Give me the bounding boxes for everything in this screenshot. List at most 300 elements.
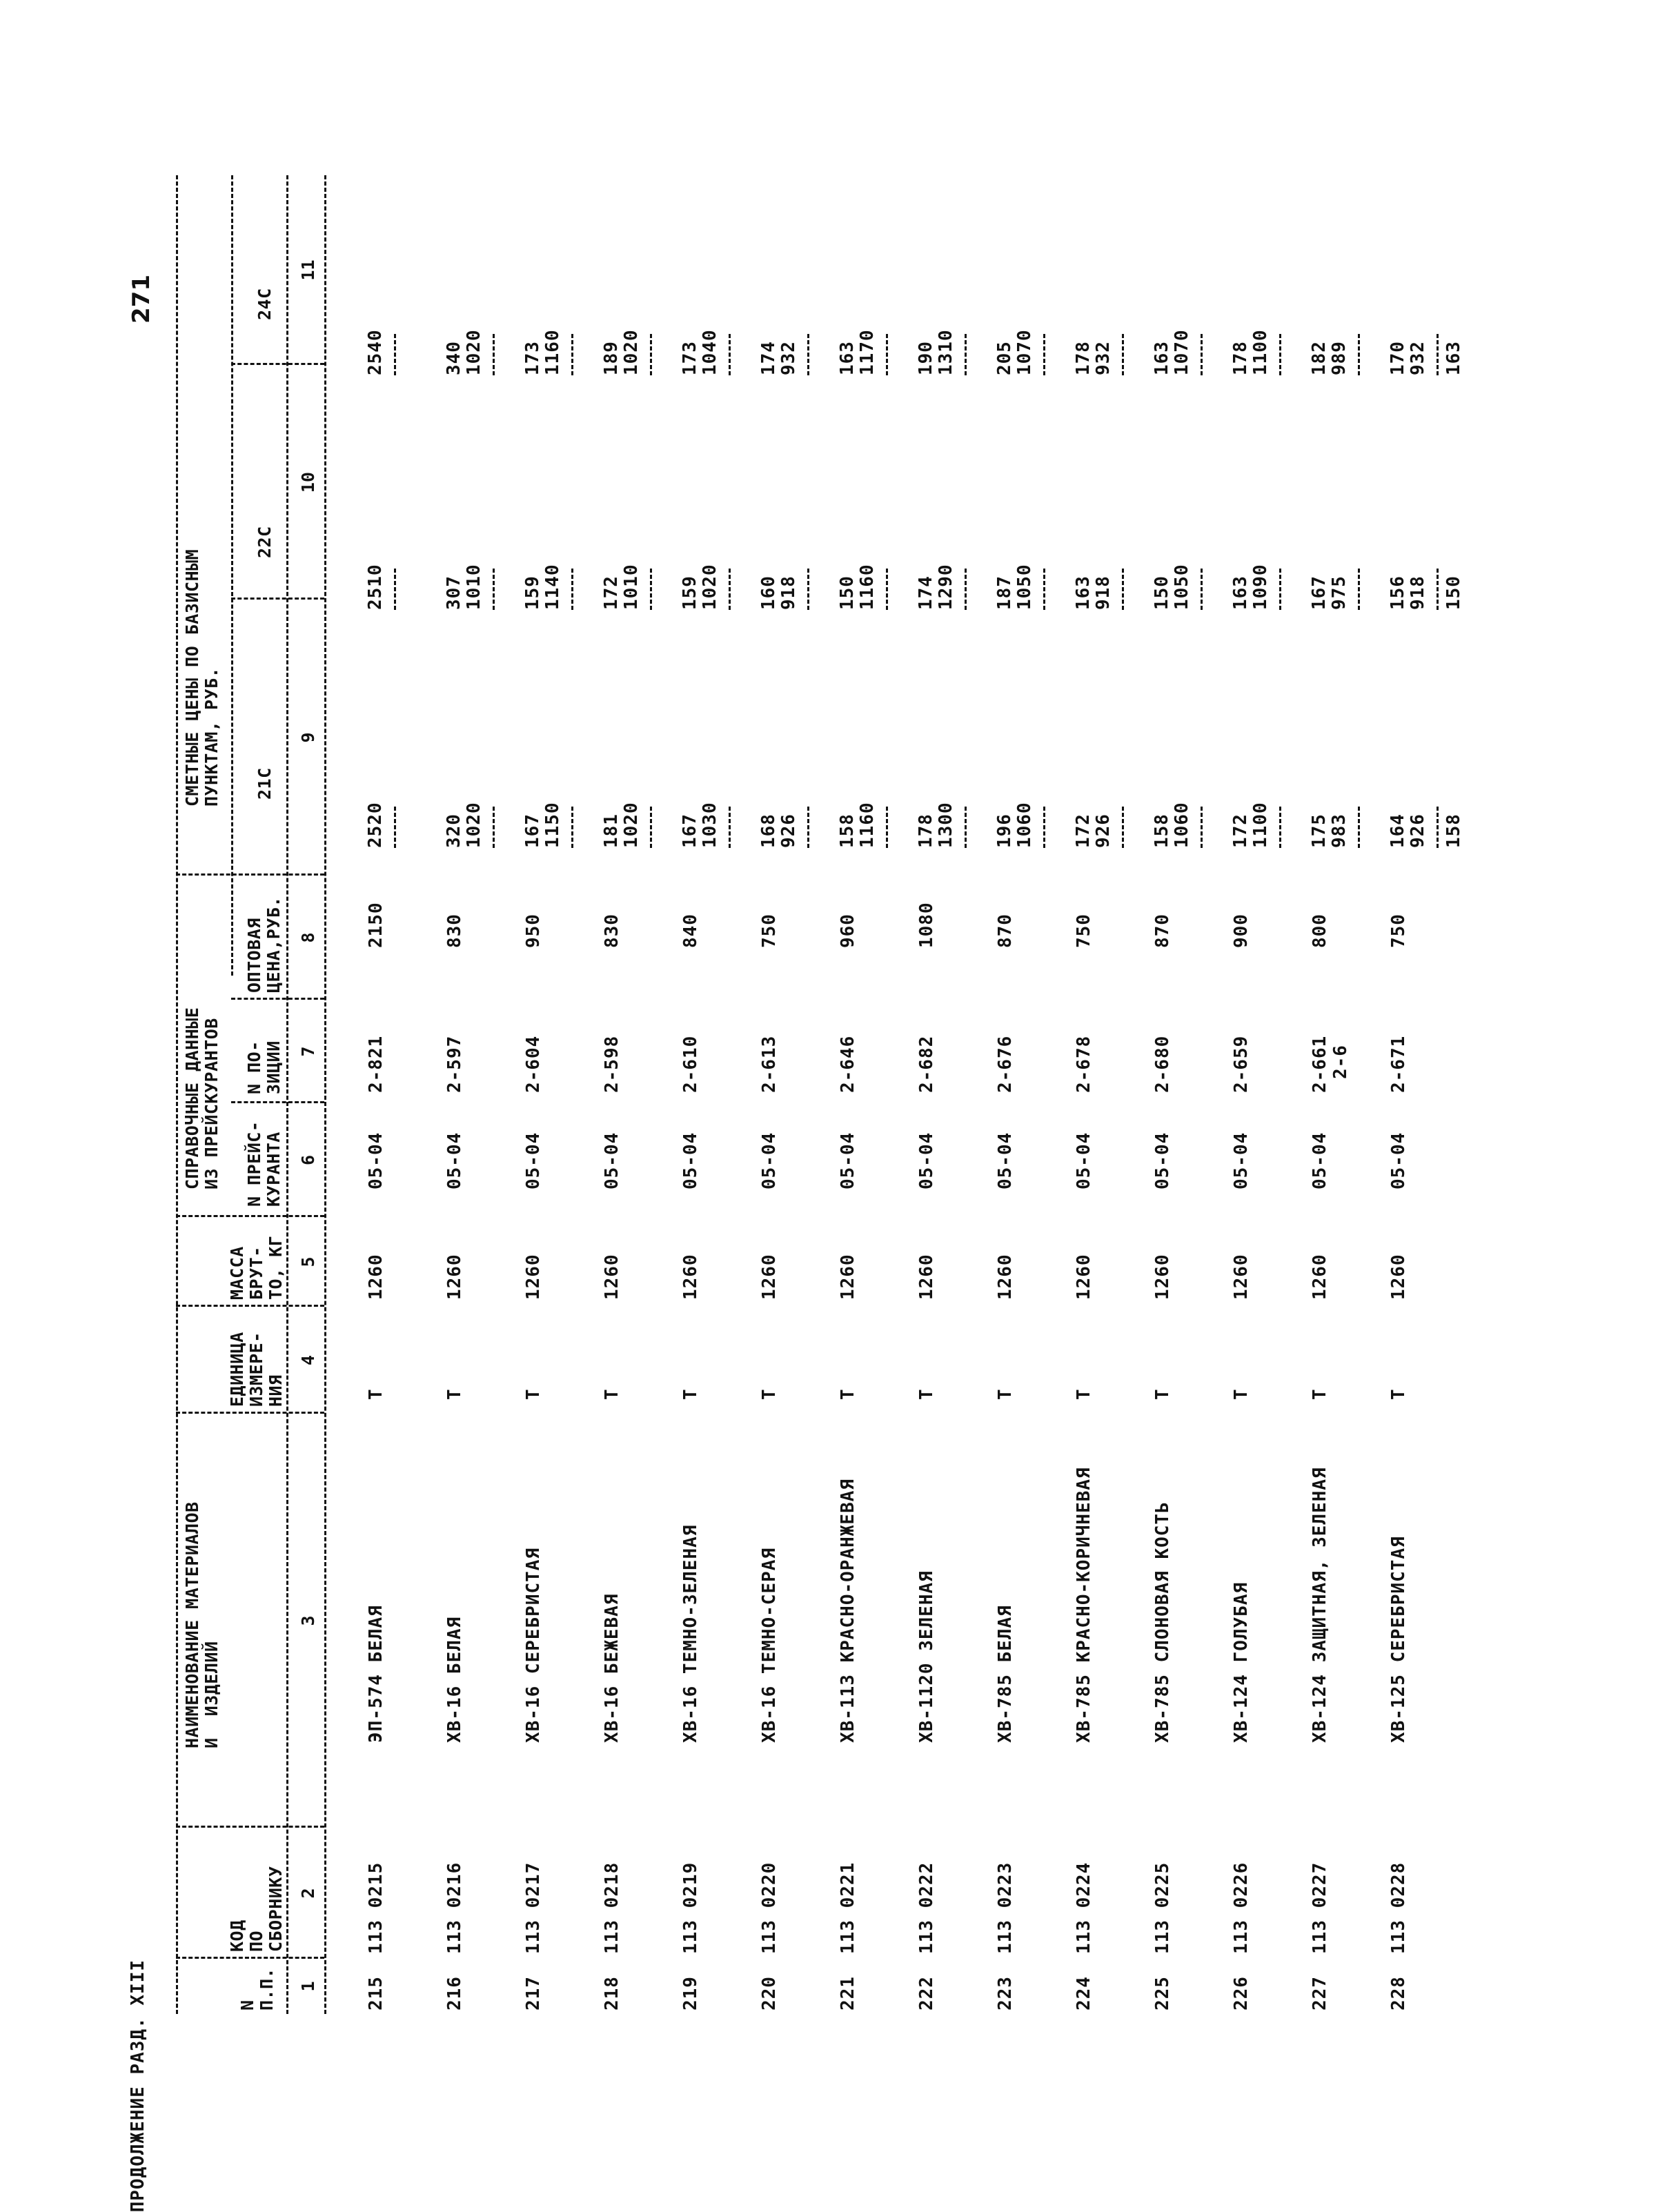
cell-position: 2-671 xyxy=(1388,1035,1409,1093)
col-number-10: 10 xyxy=(298,471,318,493)
cell-p24 xyxy=(1074,334,1129,375)
price-value: 163 xyxy=(1230,575,1251,610)
cell-p21 xyxy=(602,802,658,848)
cell-n: 226 xyxy=(1231,1976,1252,2011)
price-value: 174 xyxy=(916,575,936,610)
price-value: 320 xyxy=(444,813,464,848)
cell-code: 113 0222 xyxy=(916,1862,937,1954)
price-value: 1170 xyxy=(857,329,878,375)
cell-wholesale: 2150 xyxy=(366,902,386,948)
price-value: 163 xyxy=(837,341,858,375)
value-separator xyxy=(1201,807,1203,848)
cell-p24 xyxy=(1388,334,1464,375)
price-value: 163 xyxy=(1152,341,1172,375)
price-value: 1010 xyxy=(464,564,484,610)
cell-p22 xyxy=(838,564,894,610)
cell-name: ХВ-125 СЕРЕБРИСТАЯ xyxy=(1388,1536,1409,1743)
price-value: 1030 xyxy=(700,802,720,848)
cell-mass: 1260 xyxy=(995,1254,1016,1300)
price-value: 156 xyxy=(1388,575,1408,610)
cell-p24 xyxy=(444,329,500,375)
cell-n: 223 xyxy=(995,1976,1016,2011)
header-ref-group: СПРАВОЧНЫЕ ДАННЫЕ ИЗ ПРЕЙСКУРАНТОВ xyxy=(182,1007,221,1189)
price-value: 158 xyxy=(1443,813,1464,848)
cell-p22 xyxy=(523,564,579,610)
cell-pricelist: 05-04 xyxy=(1388,1132,1409,1189)
cell-pricelist: 05-04 xyxy=(602,1132,622,1189)
price-value: 205 xyxy=(994,341,1015,375)
cell-name: ХВ-124 ГОЛУБАЯ xyxy=(1231,1581,1252,1743)
cell-unit: Т xyxy=(916,1388,937,1400)
cell-name: ХВ-16 БЕЖЕВАЯ xyxy=(602,1593,622,1743)
cell-p22 xyxy=(1310,569,1365,610)
cell-name: ХВ-785 КРАСНО-КОРИЧНЕВАЯ xyxy=(1074,1467,1094,1743)
cell-unit: Т xyxy=(444,1388,465,1400)
cell-pricelist: 05-04 xyxy=(366,1132,386,1189)
cell-wholesale: 750 xyxy=(1388,914,1409,948)
value-separator xyxy=(1358,807,1360,848)
cell-mass: 1260 xyxy=(602,1254,622,1300)
cell-p21 xyxy=(995,802,1051,848)
section-header: ПРОДОЛЖЕНИЕ РАЗД. XIII xyxy=(128,1959,148,2212)
col-number-7: 7 xyxy=(298,1046,318,1057)
price-value: 159 xyxy=(680,575,700,610)
cell-n: 221 xyxy=(838,1976,858,2011)
cell-position: 2-680 xyxy=(1152,1035,1173,1093)
rule-colnum-bottom xyxy=(324,175,326,2014)
cell-p24 xyxy=(523,329,579,375)
price-value: 340 xyxy=(444,341,464,375)
cell-unit: Т xyxy=(1074,1388,1094,1400)
cell-mass: 1260 xyxy=(1310,1254,1330,1300)
price-value: 178 xyxy=(916,813,936,848)
value-separator xyxy=(1043,569,1045,610)
price-value: 158 xyxy=(837,813,858,848)
value-separator xyxy=(394,334,396,375)
price-value: 918 xyxy=(778,575,799,610)
value-separator xyxy=(493,807,495,848)
value-separator xyxy=(1122,569,1124,610)
cell-n: 225 xyxy=(1152,1976,1173,2011)
value-separator xyxy=(1279,569,1281,610)
value-separator xyxy=(571,807,573,848)
col-number-4: 4 xyxy=(298,1354,318,1366)
header-n: N П.П. xyxy=(237,1967,277,2011)
cell-unit: Т xyxy=(1231,1388,1252,1400)
cell-n: 217 xyxy=(523,1976,544,2011)
cell-code: 113 0215 xyxy=(366,1862,386,1954)
price-value: 182 xyxy=(1309,341,1330,375)
cell-name: ХВ-16 БЕЛАЯ xyxy=(444,1616,465,1743)
value-separator xyxy=(729,334,731,375)
value-separator xyxy=(1279,807,1281,848)
price-value: 164 xyxy=(1388,813,1408,848)
col-number-6: 6 xyxy=(298,1154,318,1166)
header-code: КОД ПО СБОРНИКУ xyxy=(227,1866,286,1952)
cell-pricelist: 05-04 xyxy=(995,1132,1016,1189)
cell-name: ХВ-16 СЕРЕБРИСТАЯ xyxy=(523,1547,544,1743)
cell-p24 xyxy=(995,329,1051,375)
cell-name: ХВ-16 ТЕМНО-СЕРАЯ xyxy=(759,1547,780,1743)
price-value: 975 xyxy=(1329,575,1350,610)
price-value: 1100 xyxy=(1250,802,1271,848)
price-value: 159 xyxy=(522,575,543,610)
cell-n: 220 xyxy=(759,1976,780,2011)
price-value: 1040 xyxy=(700,329,720,375)
cell-p24 xyxy=(1310,334,1365,375)
cell-unit: Т xyxy=(759,1388,780,1400)
cell-code: 113 0227 xyxy=(1310,1862,1330,1954)
price-value: 1020 xyxy=(464,329,484,375)
cell-position: 2-604 xyxy=(523,1035,544,1093)
price-value: 160 xyxy=(758,575,779,610)
cell-position: 2-678 xyxy=(1074,1035,1094,1093)
value-separator xyxy=(1043,334,1045,375)
value-separator xyxy=(807,334,809,375)
col-number-5: 5 xyxy=(298,1256,318,1267)
value-separator xyxy=(650,334,652,375)
cell-mass: 1260 xyxy=(680,1254,701,1300)
price-value: 932 xyxy=(778,341,799,375)
value-separator xyxy=(1201,334,1203,375)
price-value: 1300 xyxy=(936,802,956,848)
value-separator xyxy=(650,569,652,610)
cell-pricelist: 05-04 xyxy=(838,1132,858,1189)
cell-position: 2-597 xyxy=(444,1035,465,1093)
price-value: 1290 xyxy=(936,564,956,610)
col-number-9: 9 xyxy=(298,732,318,743)
price-value: 1050 xyxy=(1172,564,1192,610)
price-value: 1020 xyxy=(464,802,484,848)
value-separator xyxy=(1437,569,1439,610)
price-value: 181 xyxy=(601,813,622,848)
cell-pricelist: 05-04 xyxy=(1231,1132,1252,1189)
cell-p22 xyxy=(1388,569,1464,610)
header-pricelist: N ПРЕЙС- КУРАНТА xyxy=(244,1120,284,1207)
cell-code: 113 0216 xyxy=(444,1862,465,1954)
cell-code: 113 0218 xyxy=(602,1862,622,1954)
cell-p21 xyxy=(1231,802,1287,848)
value-separator xyxy=(886,807,888,848)
cell-unit: Т xyxy=(1310,1388,1330,1400)
cell-pricelist: 05-04 xyxy=(680,1132,701,1189)
header-22c: 22С xyxy=(255,526,275,558)
value-separator xyxy=(1043,807,1045,848)
cell-p21 xyxy=(1310,807,1365,848)
value-separator xyxy=(571,569,573,610)
price-value: 932 xyxy=(1408,341,1428,375)
cell-position: 2-646 xyxy=(838,1035,858,1093)
price-value: 307 xyxy=(444,575,464,610)
cell-n: 215 xyxy=(366,1976,386,2011)
value-separator xyxy=(571,334,573,375)
value-separator xyxy=(394,807,396,848)
cell-unit: Т xyxy=(523,1388,544,1400)
cell-pricelist: 05-04 xyxy=(1310,1132,1330,1189)
cell-p24 xyxy=(916,329,972,375)
price-value: 189 xyxy=(601,341,622,375)
cell-p22 xyxy=(1231,564,1287,610)
cell-mass: 1260 xyxy=(1231,1254,1252,1300)
header-mass: МАССА БРУТ- ТО, КГ xyxy=(227,1235,286,1300)
cell-p22 xyxy=(680,564,736,610)
value-separator xyxy=(1122,334,1124,375)
price-value: 918 xyxy=(1093,575,1114,610)
header-wholesale: ОПТОВАЯ ЦЕНА,РУБ. xyxy=(244,896,284,993)
price-value: 150 xyxy=(1152,575,1172,610)
cell-wholesale: 750 xyxy=(759,914,780,948)
price-value: 150 xyxy=(837,575,858,610)
cell-p21 xyxy=(523,802,579,848)
cell-unit: Т xyxy=(838,1388,858,1400)
cell-n: 227 xyxy=(1310,1976,1330,2011)
price-value: 163 xyxy=(1073,575,1094,610)
price-value: 1060 xyxy=(1172,802,1192,848)
cell-p22 xyxy=(366,564,402,610)
cell-p24 xyxy=(366,329,402,375)
cell-code: 113 0225 xyxy=(1152,1862,1173,1954)
cell-wholesale: 840 xyxy=(680,914,701,948)
cell-wholesale: 870 xyxy=(995,914,1016,948)
price-value: 173 xyxy=(680,341,700,375)
price-value: 926 xyxy=(778,813,799,848)
price-value: 983 xyxy=(1329,813,1350,848)
cell-p24 xyxy=(602,329,658,375)
cell-n: 224 xyxy=(1074,1976,1094,2011)
cell-wholesale: 870 xyxy=(1152,914,1173,948)
cell-wholesale: 830 xyxy=(602,914,622,948)
col-number-11: 11 xyxy=(298,259,318,281)
price-value: 932 xyxy=(1093,341,1114,375)
value-separator xyxy=(1358,569,1360,610)
value-separator xyxy=(886,334,888,375)
cell-mass: 1260 xyxy=(523,1254,544,1300)
price-value: 1010 xyxy=(621,564,642,610)
cell-code: 113 0220 xyxy=(759,1862,780,1954)
cell-p22 xyxy=(1074,569,1129,610)
price-value: 173 xyxy=(522,341,543,375)
value-separator xyxy=(1358,334,1360,375)
cell-wholesale: 950 xyxy=(523,914,544,948)
price-value: 178 xyxy=(1073,341,1094,375)
header-unit: ЕДИНИЦА ИЗМЕРЕ- НИЯ xyxy=(227,1332,286,1407)
price-value: 150 xyxy=(1443,575,1464,610)
cell-code: 113 0219 xyxy=(680,1862,701,1954)
cell-name: ХВ-785 СЛОНОВАЯ КОСТЬ xyxy=(1152,1501,1173,1743)
rule-header-bottom xyxy=(286,175,288,2014)
price-value: 1020 xyxy=(700,564,720,610)
cell-position-note: 2-6 xyxy=(1330,1045,1351,1079)
value-separator xyxy=(493,334,495,375)
price-value: 196 xyxy=(994,813,1015,848)
price-value: 2540 xyxy=(365,329,386,375)
cell-name: ЭП-574 БЕЛАЯ xyxy=(366,1605,386,1743)
cell-position: 2-661 xyxy=(1310,1035,1330,1093)
cell-pricelist: 05-04 xyxy=(759,1132,780,1189)
value-separator xyxy=(394,569,396,610)
cell-code: 113 0228 xyxy=(1388,1862,1409,1954)
cell-p24 xyxy=(838,329,894,375)
cell-wholesale: 830 xyxy=(444,914,465,948)
price-value: 187 xyxy=(994,575,1015,610)
cell-name: ХВ-16 ТЕМНО-ЗЕЛЕНАЯ xyxy=(680,1524,701,1743)
price-value: 172 xyxy=(601,575,622,610)
price-value: 2510 xyxy=(365,564,386,610)
price-value: 1150 xyxy=(542,802,563,848)
cell-code: 113 0223 xyxy=(995,1862,1016,1954)
cell-p21 xyxy=(759,807,815,848)
col-number-8: 8 xyxy=(298,932,318,943)
header-est-group: СМЕТНЫЕ ЦЕНЫ ПО БАЗИСНЫМ ПУНКТАМ, РУБ. xyxy=(182,549,221,807)
value-separator xyxy=(1279,334,1281,375)
cell-name: ХВ-124 ЗАЩИТНАЯ, ЗЕЛЕНАЯ xyxy=(1310,1467,1330,1743)
header-position: N ПО- ЗИЦИИ xyxy=(244,1040,284,1094)
cell-p24 xyxy=(680,329,736,375)
price-value: 1090 xyxy=(1250,564,1271,610)
rule-subgroup xyxy=(231,175,233,976)
value-separator xyxy=(965,334,967,375)
col-number-3: 3 xyxy=(298,1615,318,1626)
page-number: 271 xyxy=(128,275,155,324)
price-value: 170 xyxy=(1388,341,1408,375)
cell-mass: 1260 xyxy=(1152,1254,1173,1300)
header-name: НАИМЕНОВАНИЕ МАТЕРИАЛОВ И ИЗДЕЛИЙ xyxy=(182,1501,221,1748)
price-value: 172 xyxy=(1230,813,1251,848)
price-value: 163 xyxy=(1443,341,1464,375)
cell-n: 222 xyxy=(916,1976,937,2011)
value-separator xyxy=(1201,569,1203,610)
value-separator xyxy=(965,807,967,848)
rule-top xyxy=(176,175,178,2014)
cell-wholesale: 750 xyxy=(1074,914,1094,948)
value-separator xyxy=(1437,334,1439,375)
cell-unit: Т xyxy=(1152,1388,1173,1400)
cell-pricelist: 05-04 xyxy=(916,1132,937,1189)
price-value: 1020 xyxy=(621,329,642,375)
cell-p21 xyxy=(838,802,894,848)
cell-p21 xyxy=(366,802,402,848)
price-value: 1060 xyxy=(1014,802,1035,848)
cell-pricelist: 05-04 xyxy=(1152,1132,1173,1189)
price-value: 989 xyxy=(1329,341,1350,375)
value-separator xyxy=(807,569,809,610)
price-value: 1160 xyxy=(857,564,878,610)
cell-p21 xyxy=(1074,807,1129,848)
cell-pricelist: 05-04 xyxy=(444,1132,465,1189)
cell-position: 2-613 xyxy=(759,1035,780,1093)
value-separator xyxy=(886,569,888,610)
value-separator xyxy=(650,807,652,848)
cell-unit: Т xyxy=(602,1388,622,1400)
cell-unit: Т xyxy=(995,1388,1016,1400)
cell-unit: Т xyxy=(680,1388,701,1400)
price-value: 174 xyxy=(758,341,779,375)
cell-code: 113 0217 xyxy=(523,1862,544,1954)
header-21c: 21С xyxy=(255,767,275,800)
cell-p22 xyxy=(1152,564,1208,610)
price-value: 172 xyxy=(1073,813,1094,848)
cell-code: 113 0221 xyxy=(838,1862,858,1954)
price-value: 1160 xyxy=(542,329,563,375)
price-value: 190 xyxy=(916,341,936,375)
cell-p21 xyxy=(916,802,972,848)
cell-n: 218 xyxy=(602,1976,622,2011)
price-value: 167 xyxy=(680,813,700,848)
price-value: 1100 xyxy=(1250,329,1271,375)
price-value: 1310 xyxy=(936,329,956,375)
price-value: 926 xyxy=(1093,813,1114,848)
cell-position: 2-659 xyxy=(1231,1035,1252,1093)
cell-p22 xyxy=(602,564,658,610)
value-separator xyxy=(1437,807,1439,848)
cell-p21 xyxy=(1388,807,1464,848)
value-separator xyxy=(1122,807,1124,848)
cell-unit: Т xyxy=(366,1388,386,1400)
price-value: 926 xyxy=(1408,813,1428,848)
price-value: 158 xyxy=(1152,813,1172,848)
cell-p21 xyxy=(680,802,736,848)
price-value: 918 xyxy=(1408,575,1428,610)
cell-wholesale: 800 xyxy=(1310,914,1330,948)
price-value: 2520 xyxy=(365,802,386,848)
header-24c: 24С xyxy=(255,288,275,320)
col-number-1: 1 xyxy=(298,1981,318,1992)
cell-unit: Т xyxy=(1388,1388,1409,1400)
cell-position: 2-682 xyxy=(916,1035,937,1093)
price-value: 1020 xyxy=(621,802,642,848)
value-separator xyxy=(729,569,731,610)
cell-code: 113 0224 xyxy=(1074,1862,1094,1954)
cell-n: 216 xyxy=(444,1976,465,2011)
cell-position: 2-821 xyxy=(366,1035,386,1093)
cell-name: ХВ-1120 ЗЕЛЕНАЯ xyxy=(916,1570,937,1743)
price-value: 1160 xyxy=(857,802,878,848)
value-separator xyxy=(493,569,495,610)
cell-p24 xyxy=(1152,329,1208,375)
cell-wholesale: 1080 xyxy=(916,902,937,948)
price-value: 175 xyxy=(1309,813,1330,848)
cell-code: 113 0226 xyxy=(1231,1862,1252,1954)
price-value: 167 xyxy=(1309,575,1330,610)
value-separator xyxy=(807,807,809,848)
cell-wholesale: 960 xyxy=(838,914,858,948)
price-value: 168 xyxy=(758,813,779,848)
cell-position: 2-598 xyxy=(602,1035,622,1093)
cell-pricelist: 05-04 xyxy=(523,1132,544,1189)
value-separator xyxy=(729,807,731,848)
cell-name: ХВ-785 БЕЛАЯ xyxy=(995,1605,1016,1743)
cell-pricelist: 05-04 xyxy=(1074,1132,1094,1189)
cell-p22 xyxy=(759,569,815,610)
cell-n: 228 xyxy=(1388,1976,1409,2011)
price-value: 167 xyxy=(522,813,543,848)
price-value: 1050 xyxy=(1014,564,1035,610)
cell-p21 xyxy=(444,802,500,848)
cell-mass: 1260 xyxy=(366,1254,386,1300)
cell-mass: 1260 xyxy=(1074,1254,1094,1300)
cell-name: ХВ-113 КРАСНО-ОРАНЖЕВАЯ xyxy=(838,1478,858,1743)
cell-p24 xyxy=(759,334,815,375)
value-separator xyxy=(965,569,967,610)
cell-p22 xyxy=(916,564,972,610)
price-value: 1070 xyxy=(1172,329,1192,375)
cell-p22 xyxy=(995,564,1051,610)
cell-mass: 1260 xyxy=(916,1254,937,1300)
cell-mass: 1260 xyxy=(1388,1254,1409,1300)
cell-mass: 1260 xyxy=(838,1254,858,1300)
cell-p21 xyxy=(1152,802,1208,848)
price-value: 178 xyxy=(1230,341,1251,375)
